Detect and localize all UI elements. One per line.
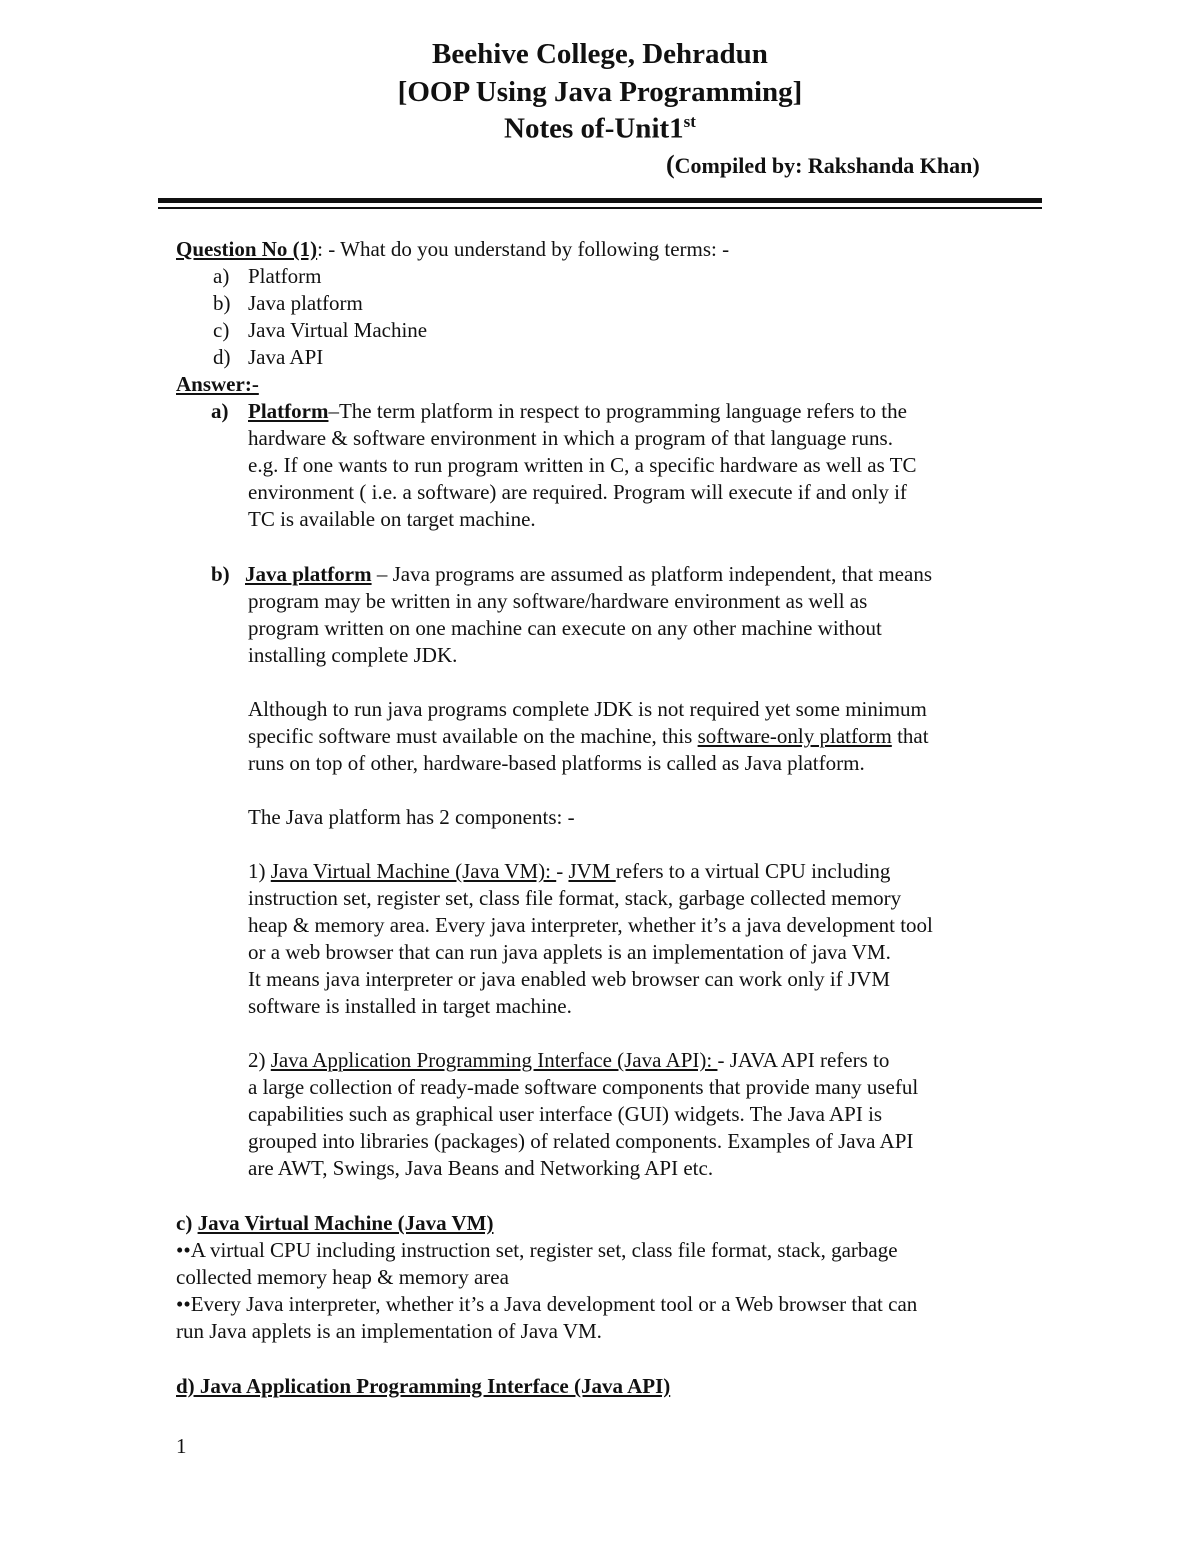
answer-a-line: Platform–The term platform in respect to programming language refers to the bbox=[248, 399, 907, 423]
question-heading: Question No (1): - What do you understand by following terms: - bbox=[176, 237, 730, 261]
unit-title: Notes of-Unit1st bbox=[504, 112, 696, 145]
question-item-marker: a) bbox=[213, 264, 230, 288]
jvm-line: instruction set, register set, class file format, stack, garbage collected memory bbox=[248, 886, 902, 910]
jvm-heading: 1) Java Virtual Machine (Java VM): - JVM refers to a virtual CPU including bbox=[248, 859, 891, 883]
jvm-line: It means java interpreter or java enabled web browser can work only if JVM bbox=[248, 967, 891, 991]
section-d-heading: d) Java Application Programming Interface (Java API) bbox=[176, 1374, 671, 1398]
api-line: are AWT, Swings, Java Beans and Networking API etc. bbox=[248, 1156, 714, 1180]
section-c-line: collected memory heap & memory area bbox=[176, 1265, 509, 1289]
jvm-line: heap & memory area. Every java interpreter, whether it’s a java development tool bbox=[248, 913, 933, 937]
header-rule-thick bbox=[158, 198, 1042, 203]
answer-a-line: hardware & software environment in which a program of that language runs. bbox=[248, 426, 893, 450]
question-item-marker: d) bbox=[213, 345, 231, 369]
answer-b-line: installing complete JDK. bbox=[248, 643, 458, 667]
college-title: Beehive College, Dehradun bbox=[432, 38, 768, 70]
question-item: Platform bbox=[248, 264, 322, 288]
question-item-marker: b) bbox=[213, 291, 231, 315]
api-heading: 2) Java Application Programming Interface (Java API): - JAVA API refers to bbox=[248, 1048, 890, 1072]
page-number: 1 bbox=[176, 1434, 187, 1458]
answer-a-marker: a) bbox=[211, 399, 229, 423]
answer-b-marker: b) bbox=[211, 562, 230, 586]
header-rule-thin bbox=[158, 207, 1042, 209]
section-c-line: ••A virtual CPU including instruction set, register set, class file format, stack, garbage bbox=[176, 1238, 898, 1262]
section-c-line: run Java applets is an implementation of Java VM. bbox=[176, 1319, 602, 1343]
jvm-line: or a web browser that can run java applets is an implementation of java VM. bbox=[248, 940, 891, 964]
api-line: capabilities such as graphical user interface (GUI) widgets. The Java API is bbox=[248, 1102, 883, 1126]
answer-b-para2: Although to run java programs complete JDK is not required yet some minimum bbox=[248, 697, 927, 721]
jvm-line: software is installed in target machine. bbox=[248, 994, 572, 1018]
question-item-marker: c) bbox=[213, 318, 230, 342]
course-title: [OOP Using Java Programming] bbox=[397, 76, 803, 108]
answer-a-line: environment ( i.e. a software) are required. Program will execute if and only if bbox=[248, 480, 907, 504]
compiled-by: (Compiled by: Rakshanda Khan) bbox=[666, 150, 980, 179]
components-intro: The Java platform has 2 components: - bbox=[248, 805, 575, 829]
answer-b-line: program written on one machine can execute on any other machine without bbox=[248, 616, 882, 640]
question-item: Java platform bbox=[248, 291, 363, 315]
section-c-line: ••Every Java interpreter, whether it’s a Java development tool or a Web browser that can bbox=[176, 1292, 918, 1316]
answer-a-line: TC is available on target machine. bbox=[248, 507, 536, 531]
answer-b-para2: runs on top of other, hardware-based platforms is called as Java platform. bbox=[248, 751, 865, 775]
answer-b-line: Java platform – Java programs are assumed as platform independent, that means bbox=[245, 562, 932, 586]
answer-a-line: e.g. If one wants to run program written in C, a specific hardware as well as TC bbox=[248, 453, 917, 477]
answer-b-line: program may be written in any software/hardware environment as well as bbox=[248, 589, 868, 613]
answer-heading: Answer:- bbox=[176, 372, 259, 396]
section-c-heading: c) Java Virtual Machine (Java VM) bbox=[176, 1211, 494, 1235]
question-item: Java Virtual Machine bbox=[248, 318, 428, 342]
question-item: Java API bbox=[248, 345, 324, 369]
api-line: a large collection of ready-made software components that provide many useful bbox=[248, 1075, 919, 1099]
api-line: grouped into libraries (packages) of related components. Examples of Java API bbox=[248, 1129, 914, 1153]
answer-b-para2: specific software must available on the machine, this software-only platform that bbox=[248, 724, 929, 748]
